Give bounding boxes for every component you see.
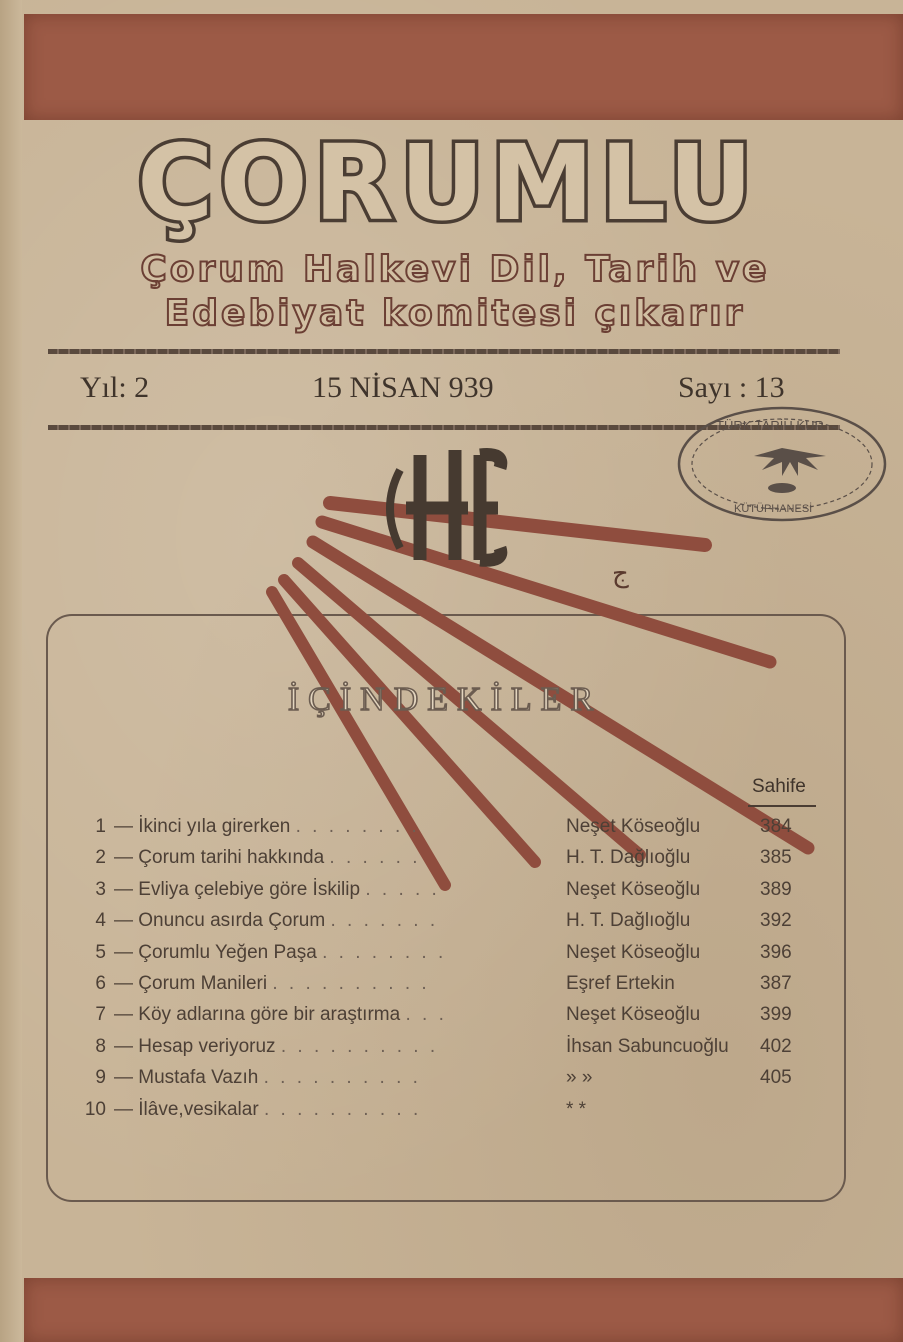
list-item [70,812,830,842]
item-page: 396 [760,942,792,963]
item-author: H. T. Dağlıoğlu [566,847,691,868]
leader-dots: . . . . . . [329,847,421,868]
list-item [70,969,830,999]
item-author: » » [566,1067,593,1088]
item-author: Eşref Ertekin [566,973,675,994]
item-page: 399 [760,1004,792,1025]
item-title: — Hesap veriyoruz . . . . . . . . . . [114,1036,439,1057]
list-item [70,1063,830,1093]
item-author: Neşet Köseoğlu [566,1004,701,1025]
list-item [70,906,830,936]
item-title: — Evliya çelebiye göre İskilip . . . . . [114,879,440,900]
leader-dots: . . . . . . . . [295,816,420,837]
stamp-top-text: TÜRK TARİH KUR. [716,418,828,433]
list-item [70,875,830,905]
item-number: 1 [95,816,106,837]
item-title: — İlâve,vesikalar . . . . . . . . . . [114,1099,422,1120]
page-column-header: Sahife [752,776,806,797]
library-stamp-icon [676,404,888,524]
leader-dots: . . . . . . . . . . [272,973,430,994]
item-page: 384 [760,816,792,837]
item-title: — Çorum Manileri . . . . . . . . . . [114,973,430,994]
item-author: Neşet Köseoğlu [566,942,701,963]
item-number: 10 [84,1099,106,1120]
leader-dots: . . . . . . . . . . [263,1067,421,1088]
leader-dots: . . . . . . . . . . [280,1036,439,1057]
item-page: 387 [760,973,792,994]
contents-heading: İÇİNDEKİLER [287,681,603,718]
item-author: * * [566,1099,587,1120]
item-number: 2 [95,847,106,868]
list-item [70,843,830,873]
masthead-title: ÇORUMLU [137,122,759,244]
item-page: 385 [760,847,792,868]
item-number: 3 [95,879,106,900]
item-number: 7 [95,1004,106,1025]
item-author: Neşet Köseoğlu [566,879,701,900]
item-title: — Onuncu asırda Çorum . . . . . . . [114,910,439,931]
issue-number: Sayı : 13 [678,371,785,404]
item-title: — İkinci yıla girerken . . . . . . . . [114,816,420,837]
masthead-subtitle-line1: Çorum Halkevi Dil, Tarih ve [140,249,770,290]
list-item [70,1000,830,1030]
item-title: — Çorumlu Yeğen Paşa . . . . . . . . [114,942,447,963]
item-author: Neşet Köseoğlu [566,816,701,837]
item-title: — Çorum tarihi hakkında . . . . . . [114,847,421,868]
leader-dots: . . . . . . . [330,910,439,931]
item-number: 9 [95,1067,106,1088]
item-page: 405 [760,1067,792,1088]
bottom-color-band [24,1278,903,1342]
item-number: 5 [95,942,106,963]
page-column-rule [748,805,816,807]
item-number: 8 [95,1036,106,1057]
item-author: İhsan Sabuncuoğlu [566,1036,729,1057]
item-author: H. T. Dağlıoğlu [566,910,691,931]
item-number: 6 [95,973,106,994]
list-item [70,938,830,968]
item-page: 389 [760,879,792,900]
item-title: — Köy adlarına göre bir araştırma . . . [114,1004,447,1025]
issue-date: 15 NİSAN 939 [312,371,494,404]
issue-year: Yıl: 2 [80,371,150,404]
list-item [70,1095,830,1125]
item-page: 392 [760,910,792,931]
list-item [70,1032,830,1062]
leader-dots: . . . . . . . . . . [263,1099,422,1120]
item-title: — Mustafa Vazıh . . . . . . . . . . [114,1067,421,1088]
leader-dots: . . . . . . . . [322,942,447,963]
item-number: 4 [95,910,106,931]
item-page: 402 [760,1036,792,1057]
masthead-subtitle-line2: Edebiyat komitesi çıkarır [164,293,746,334]
leader-dots: . . . [405,1004,447,1025]
handwritten-mark: ج [612,559,629,588]
stamp-bottom-text: KÜTÜPHANESİ [734,503,813,515]
leader-dots: . . . . . [365,879,440,900]
